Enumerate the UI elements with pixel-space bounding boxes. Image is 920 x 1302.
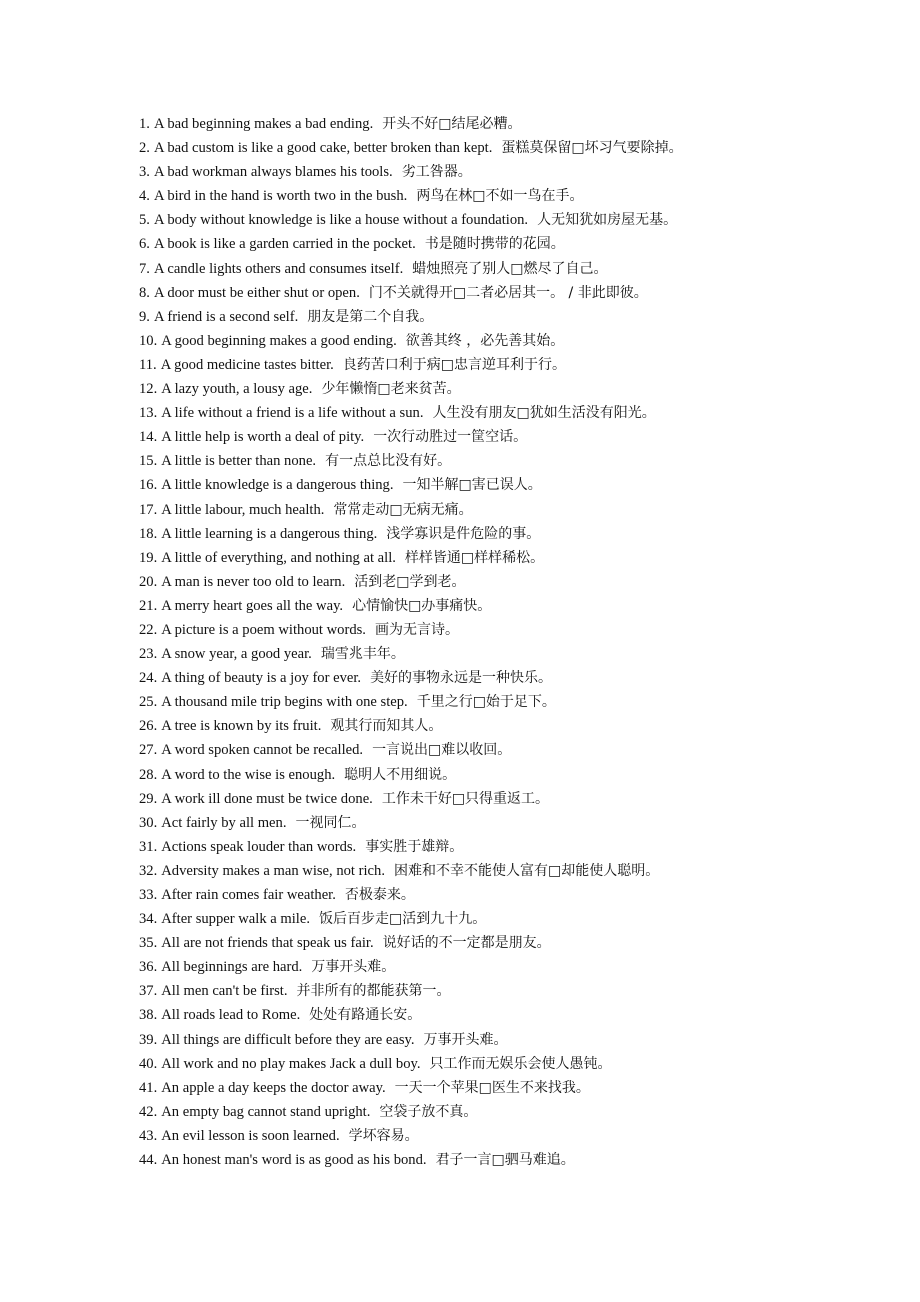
proverb-english: A picture is a poem without words.	[161, 621, 366, 638]
proverb-item	[139, 1052, 899, 1076]
proverb-chinese: 万事开头难。	[423, 1031, 508, 1048]
proverb-number: 8.	[139, 284, 150, 301]
proverb-item	[139, 666, 899, 690]
proverb-chinese: 开头不好□结尾必糟。	[382, 116, 522, 132]
proverb-number: 19.	[139, 549, 158, 566]
proverb-item	[139, 763, 899, 787]
proverb-number: 12.	[139, 381, 158, 398]
proverb-english: An evil lesson is soon learned.	[161, 1127, 340, 1144]
proverb-english: An apple a day keeps the doctor away.	[161, 1079, 386, 1096]
proverb-item	[139, 232, 899, 256]
proverb-item	[139, 714, 899, 738]
proverb-item	[139, 377, 899, 401]
proverb-english: A candle lights others and consumes itself.	[153, 260, 404, 277]
proverb-item	[139, 835, 899, 859]
proverb-english: A life without a friend is a life without a sun.	[161, 405, 424, 422]
proverb-chinese: 一言说出□难以收回。	[372, 742, 512, 759]
proverb-item	[139, 208, 899, 232]
proverb-number: 41.	[139, 1079, 158, 1096]
proverb-chinese: 蛋糕莫保留□坏习气要除掉。	[501, 140, 683, 157]
proverb-item	[139, 618, 899, 642]
proverb-item	[139, 1003, 899, 1027]
proverb-chinese: 一视同仁。	[295, 814, 366, 831]
proverb-english: All men can't be first.	[161, 983, 288, 1000]
proverb-number: 26.	[139, 718, 158, 735]
proverb-chinese: 说好话的不一定都是朋友。	[382, 935, 551, 952]
proverb-chinese: 两鸟在林□不如一鸟在手。	[416, 188, 584, 205]
proverb-item	[139, 449, 899, 473]
proverb-number: 9.	[139, 308, 150, 325]
proverb-english: All beginnings are hard.	[161, 959, 303, 976]
proverb-chinese: 有一点总比没有好。	[325, 453, 452, 470]
proverb-number: 15.	[139, 453, 158, 470]
proverb-chinese: 常常走动□无病无痛。	[333, 501, 473, 518]
proverb-number: 10.	[139, 332, 158, 349]
proverb-chinese: 只工作而无娱乐会使人愚钝。	[429, 1055, 612, 1072]
proverb-item	[139, 425, 899, 449]
proverb-number: 31.	[139, 838, 158, 855]
proverb-number: 44.	[139, 1152, 158, 1169]
proverb-english: Act fairly by all men.	[161, 814, 287, 831]
proverb-item	[139, 859, 899, 883]
proverb-item	[139, 1076, 899, 1100]
proverb-chinese: 美好的事物永远是一种快乐。	[370, 670, 553, 687]
proverb-english: A little is better than none.	[161, 453, 317, 470]
proverb-number: 13.	[139, 405, 158, 422]
proverb-number: 23.	[139, 646, 158, 663]
proverb-number: 30.	[139, 814, 158, 831]
proverb-number: 34.	[139, 911, 158, 928]
proverb-number: 36.	[139, 959, 158, 976]
proverb-item	[139, 184, 899, 208]
proverb-number: 42.	[139, 1103, 158, 1120]
proverb-item	[139, 1100, 899, 1124]
proverb-english: A bird in the hand is worth two in the bush.	[153, 188, 408, 205]
proverb-item	[139, 281, 899, 305]
proverb-english: All roads lead to Rome.	[161, 1007, 301, 1024]
proverb-list	[139, 112, 899, 1172]
proverb-english: An honest man's word is as good as his bond.	[161, 1152, 427, 1169]
proverb-number: 43.	[139, 1127, 158, 1144]
proverb-english: A door must be either shut or open.	[153, 284, 360, 301]
proverb-number: 25.	[139, 694, 158, 711]
proverb-chinese: 君子一言□驷马难追。	[435, 1152, 575, 1169]
proverb-number: 11.	[139, 356, 157, 373]
proverb-chinese: 并非所有的都能获第一。	[296, 983, 451, 1000]
proverb-english: A little of everything, and nothing at all.	[161, 549, 396, 566]
proverb-chinese: 少年懒惰□老来贫苦。	[321, 381, 461, 398]
proverb-number: 4.	[139, 188, 150, 205]
proverb-english: A word to the wise is enough.	[161, 766, 336, 783]
proverb-number: 35.	[139, 935, 158, 952]
proverb-english: A body without knowledge is like a house without a foundation.	[153, 212, 529, 229]
proverb-english: A little knowledge is a dangerous thing.	[161, 477, 394, 494]
proverb-item	[139, 811, 899, 835]
proverb-chinese: 事实胜于雄辩。	[365, 838, 464, 855]
proverb-number: 40.	[139, 1055, 158, 1072]
proverb-english: A good medicine tastes bitter.	[160, 356, 334, 373]
proverb-english: A thing of beauty is a joy for ever.	[161, 670, 362, 687]
proverb-chinese: 欲善其终 ，必先善其始。	[405, 332, 565, 349]
proverb-number: 17.	[139, 501, 158, 518]
proverb-english: A little learning is a dangerous thing.	[161, 525, 378, 542]
proverb-chinese: 心情愉快□办事痛快。	[352, 597, 492, 614]
proverb-item	[139, 329, 899, 353]
proverb-item	[139, 642, 899, 666]
proverb-english: A little help is worth a deal of pity.	[161, 429, 365, 446]
proverb-english: After rain comes fair weather.	[161, 887, 336, 903]
proverb-item	[139, 738, 899, 762]
proverb-item	[139, 907, 899, 931]
proverb-number: 38.	[139, 1007, 158, 1024]
proverb-chinese: 工作未干好□只得重返工。	[381, 790, 550, 807]
proverb-item	[139, 305, 899, 329]
proverb-number: 2.	[139, 140, 150, 157]
proverb-number: 24.	[139, 670, 158, 687]
proverb-chinese: 万事开头难。	[311, 959, 396, 976]
proverb-english: A good beginning makes a good ending.	[161, 332, 397, 349]
proverb-item	[139, 136, 899, 160]
proverb-chinese: 画为无言诗。	[374, 621, 459, 638]
proverb-chinese: 朋友是第二个自我。	[307, 308, 434, 325]
proverb-item	[139, 112, 899, 136]
proverb-item	[139, 787, 899, 811]
proverb-english: A man is never too old to learn.	[161, 573, 346, 590]
proverb-item	[139, 522, 899, 546]
proverb-english: An empty bag cannot stand upright.	[161, 1103, 371, 1120]
proverb-item	[139, 1028, 899, 1052]
proverb-item	[139, 931, 899, 955]
proverb-number: 7.	[139, 260, 150, 277]
proverb-number: 14.	[139, 429, 158, 446]
proverb-number: 1.	[139, 116, 150, 132]
proverb-english: A word spoken cannot be recalled.	[161, 742, 364, 759]
proverb-item	[139, 979, 899, 1003]
proverb-number: 6.	[139, 236, 150, 253]
proverb-english: A bad beginning makes a bad ending.	[153, 116, 374, 132]
proverb-chinese: 门不关就得开□二者必居其一。 / 非此即彼。	[368, 284, 648, 301]
proverb-item	[139, 955, 899, 979]
proverb-number: 22.	[139, 621, 158, 638]
proverb-chinese: 困难和不幸不能使人富有□却能使人聪明。	[393, 862, 660, 879]
proverb-number: 37.	[139, 983, 158, 1000]
proverb-number: 33.	[139, 887, 158, 903]
proverb-item	[139, 690, 899, 714]
proverb-chinese: 一知半解□害已误人。	[402, 477, 542, 494]
proverb-chinese: 处处有路通长安。	[309, 1007, 422, 1024]
proverb-chinese: 聪明人不用细说。	[344, 766, 457, 783]
proverb-item	[139, 1124, 899, 1148]
proverb-english: A bad custom is like a good cake, better broken than kept.	[153, 140, 493, 157]
proverb-chinese: 学坏容易。	[348, 1127, 419, 1144]
proverb-chinese: 书是随时携带的花园。	[424, 236, 565, 253]
proverb-english: A tree is known by its fruit.	[161, 718, 322, 735]
proverb-english: A snow year, a good year.	[161, 646, 312, 663]
proverb-chinese: 劣工咎器。	[401, 164, 472, 181]
proverb-number: 20.	[139, 573, 158, 590]
proverb-chinese: 一天一个苹果□医生不来找我。	[394, 1079, 590, 1096]
proverb-english: All work and no play makes Jack a dull boy.	[161, 1055, 421, 1072]
proverb-chinese: 观其行而知其人。	[330, 718, 443, 735]
proverb-number: 28.	[139, 766, 158, 783]
proverb-item	[139, 257, 899, 281]
proverb-chinese: 人生没有朋友□犹如生活没有阳光。	[432, 405, 656, 422]
proverb-english: A lazy youth, a lousy age.	[161, 381, 313, 398]
proverb-english: A book is like a garden carried in the pocket.	[153, 236, 416, 253]
proverb-number: 5.	[139, 212, 150, 229]
proverb-chinese: 蜡烛照亮了别人□燃尽了自己。	[412, 260, 608, 277]
proverb-chinese: 样样皆通□样样稀松。	[404, 549, 545, 566]
proverb-chinese: 千里之行□始于足下。	[416, 694, 556, 711]
proverb-english: A bad workman always blames his tools.	[153, 164, 393, 181]
proverb-english: Actions speak louder than words.	[161, 838, 357, 855]
proverb-item	[139, 473, 899, 497]
proverb-item	[139, 570, 899, 594]
proverb-number: 18.	[139, 525, 158, 542]
proverb-chinese: 良药苦口利于病□忠言逆耳利于行。	[342, 356, 567, 373]
proverb-english: A friend is a second self.	[153, 308, 299, 325]
proverb-item	[139, 498, 899, 522]
proverb-chinese: 空袋子放不真。	[379, 1103, 478, 1120]
proverb-english: All are not friends that speak us fair.	[161, 935, 374, 952]
proverb-item	[139, 160, 899, 184]
proverb-number: 32.	[139, 862, 158, 879]
proverb-number: 3.	[139, 164, 150, 181]
proverb-english: A work ill done must be twice done.	[161, 790, 373, 807]
proverb-chinese: 一次行动胜过一筐空话。	[373, 429, 528, 446]
proverb-chinese: 饭后百步走□活到九十九。	[318, 911, 487, 928]
proverb-item	[139, 401, 899, 425]
proverb-chinese: 浅学寡识是件危险的事。	[386, 525, 541, 542]
proverb-english: A thousand mile trip begins with one step.	[161, 694, 408, 711]
proverb-english: Adversity makes a man wise, not rich.	[161, 862, 385, 879]
proverb-item	[139, 594, 899, 618]
proverb-number: 16.	[139, 477, 158, 494]
proverb-english: A merry heart goes all the way.	[161, 597, 344, 614]
proverb-chinese: 活到老□学到老。	[354, 573, 466, 590]
proverb-chinese: 人无知犹如房屋无基。	[537, 212, 678, 229]
proverb-number: 21.	[139, 597, 158, 614]
proverb-chinese: 瑞雪兆丰年。	[320, 646, 405, 663]
proverb-item	[139, 353, 899, 377]
proverb-english: A little labour, much health.	[161, 501, 325, 518]
proverb-chinese: 否极泰来。	[344, 887, 415, 903]
proverb-number: 29.	[139, 790, 158, 807]
proverb-item	[139, 1148, 899, 1172]
proverb-number: 39.	[139, 1031, 158, 1048]
proverb-number: 27.	[139, 742, 158, 759]
proverb-english: After supper walk a mile.	[161, 911, 310, 928]
proverb-item	[139, 883, 899, 907]
proverb-item	[139, 546, 899, 570]
proverb-english: All things are difficult before they are easy.	[161, 1031, 415, 1048]
